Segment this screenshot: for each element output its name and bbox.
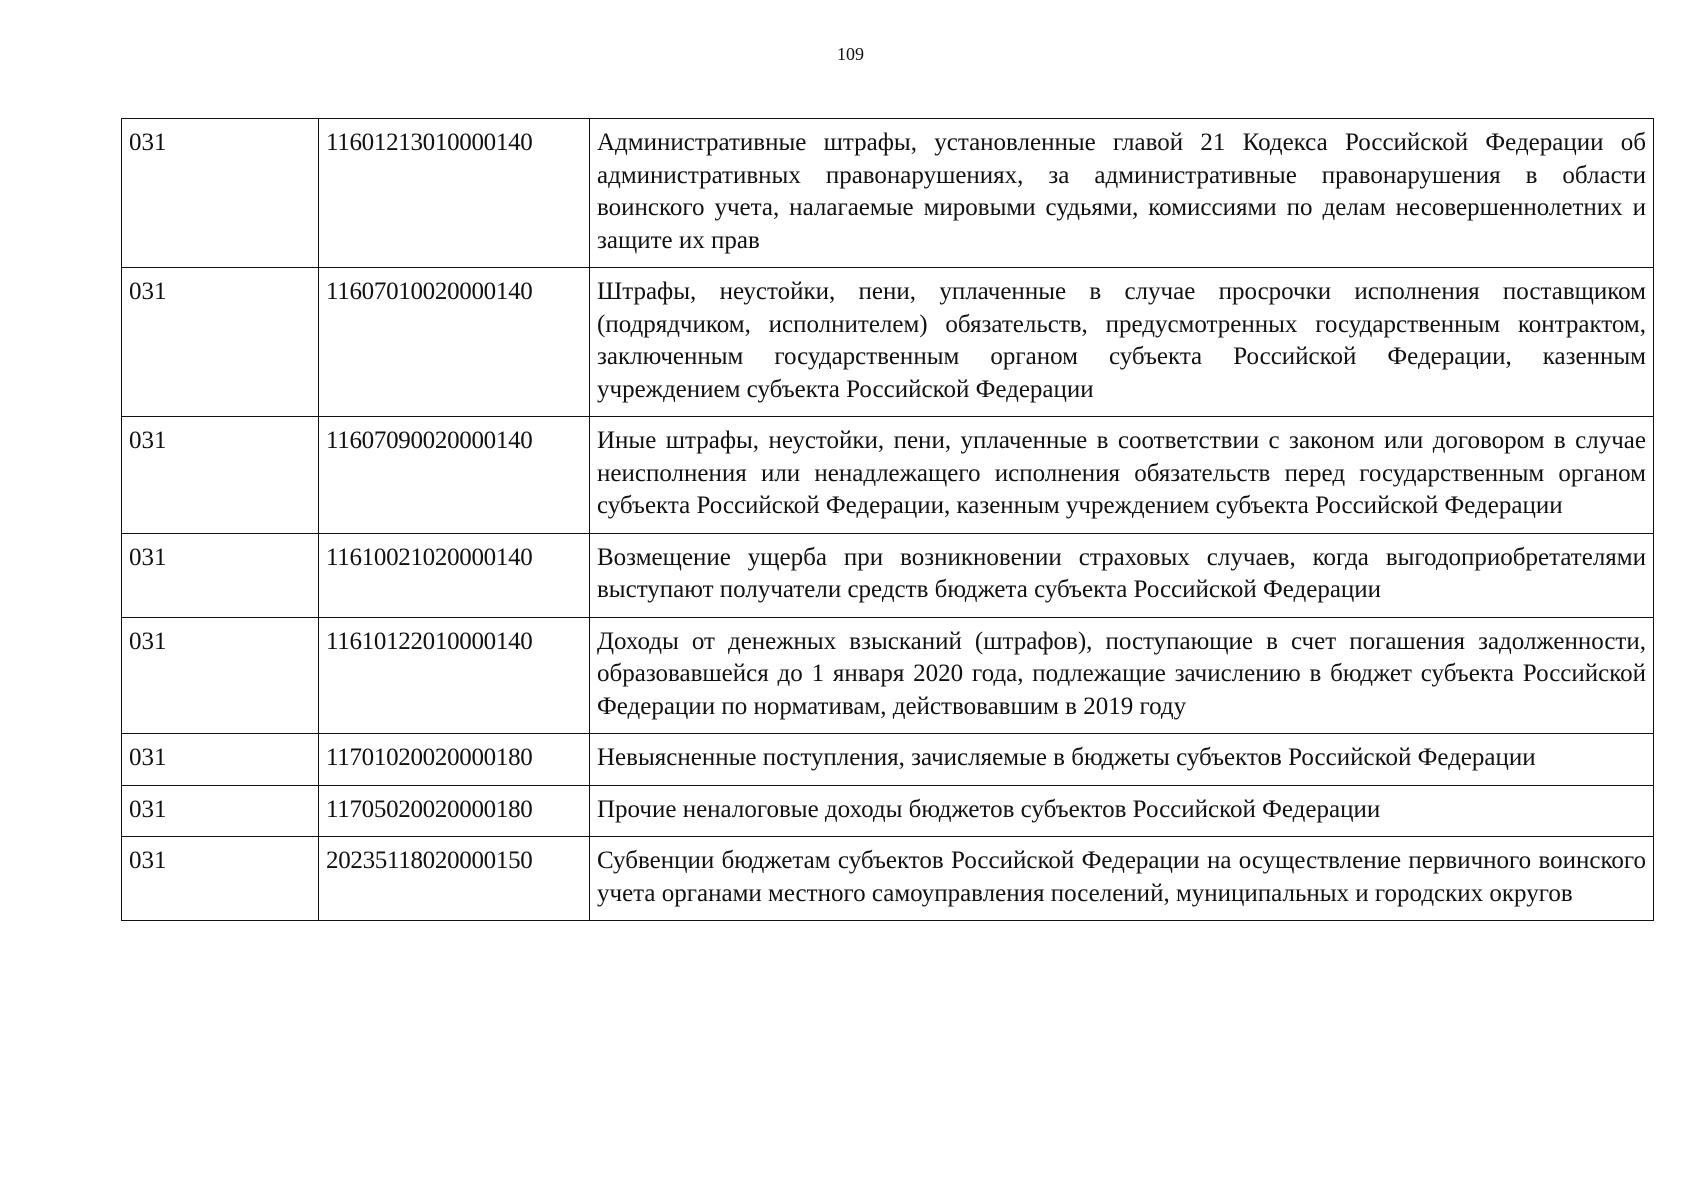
description-cell: Субвенции бюджетам субъектов Российской Федерации на осуществление первичного воинского учета органами местного самоуправления поселений, муниципальных и городских округов: [590, 837, 1654, 921]
admin-code-cell: 031: [122, 533, 319, 617]
admin-code-cell: 031: [122, 119, 319, 268]
admin-code-cell: 031: [122, 734, 319, 786]
description-cell: Административные штрафы, установленные главой 21 Кодекса Российской Федерации об административных правонарушениях, за административные правонарушения в области воинского учета, налагаемые мировыми судьями, комиссиями по делам несовершеннолетних и защите их прав: [590, 119, 1654, 268]
admin-code-cell: 031: [122, 617, 319, 734]
table-row: [122, 533, 1654, 617]
table-row: [122, 734, 1654, 786]
page-number: 109: [837, 44, 864, 64]
description-cell: Иные штрафы, неустойки, пени, уплаченные в соответствии с законом или договором в случае неисполнения или ненадлежащего исполнения обязательств перед государственным органом субъекта Российской Федерации, казенным учреждением субъекта Российской Федерации: [590, 417, 1654, 534]
admin-code-cell: 031: [122, 785, 319, 837]
table-row: [122, 119, 1654, 268]
admin-code-cell: 031: [122, 837, 319, 921]
kbk-code-cell: 11607090020000140: [319, 417, 590, 534]
description-cell: Невыясненные поступления, зачисляемые в бюджеты субъектов Российской Федерации: [590, 734, 1654, 786]
kbk-code-cell: 11607010020000140: [319, 268, 590, 417]
description-cell: Доходы от денежных взысканий (штрафов), поступающие в счет погашения задолженности, образовавшейся до 1 января 2020 года, подлежащие зачислению в бюджет субъекта Российской Федерации по нормативам, действовавшим в 2019 году: [590, 617, 1654, 734]
description-cell: Штрафы, неустойки, пени, уплаченные в случае просрочки исполнения поставщиком (подрядчиком, исполнителем) обязательств, предусмотренных государственным контрактом, заключенным государственным органом субъекта Российской Федерации, казенным учреждением субъекта Российской Федерации: [590, 268, 1654, 417]
kbk-code-cell: 11701020020000180: [319, 734, 590, 786]
table-row: [122, 837, 1654, 921]
admin-code-cell: 031: [122, 417, 319, 534]
table-row: [122, 268, 1654, 417]
kbk-code-cell: 11610122010000140: [319, 617, 590, 734]
description-cell: Возмещение ущерба при возникновении страховых случаев, когда выгодоприобретателями выступают получатели средств бюджета субъекта Российской Федерации: [590, 533, 1654, 617]
revenue-codes-table: [121, 118, 1654, 921]
table-row: [122, 417, 1654, 534]
table-row: [122, 785, 1654, 837]
description-cell: Прочие неналоговые доходы бюджетов субъектов Российской Федерации: [590, 785, 1654, 837]
table-row: [122, 617, 1654, 734]
kbk-code-cell: 11610021020000140: [319, 533, 590, 617]
kbk-code-cell: 20235118020000150: [319, 837, 590, 921]
kbk-code-cell: 11601213010000140: [319, 119, 590, 268]
admin-code-cell: 031: [122, 268, 319, 417]
kbk-code-cell: 11705020020000180: [319, 785, 590, 837]
